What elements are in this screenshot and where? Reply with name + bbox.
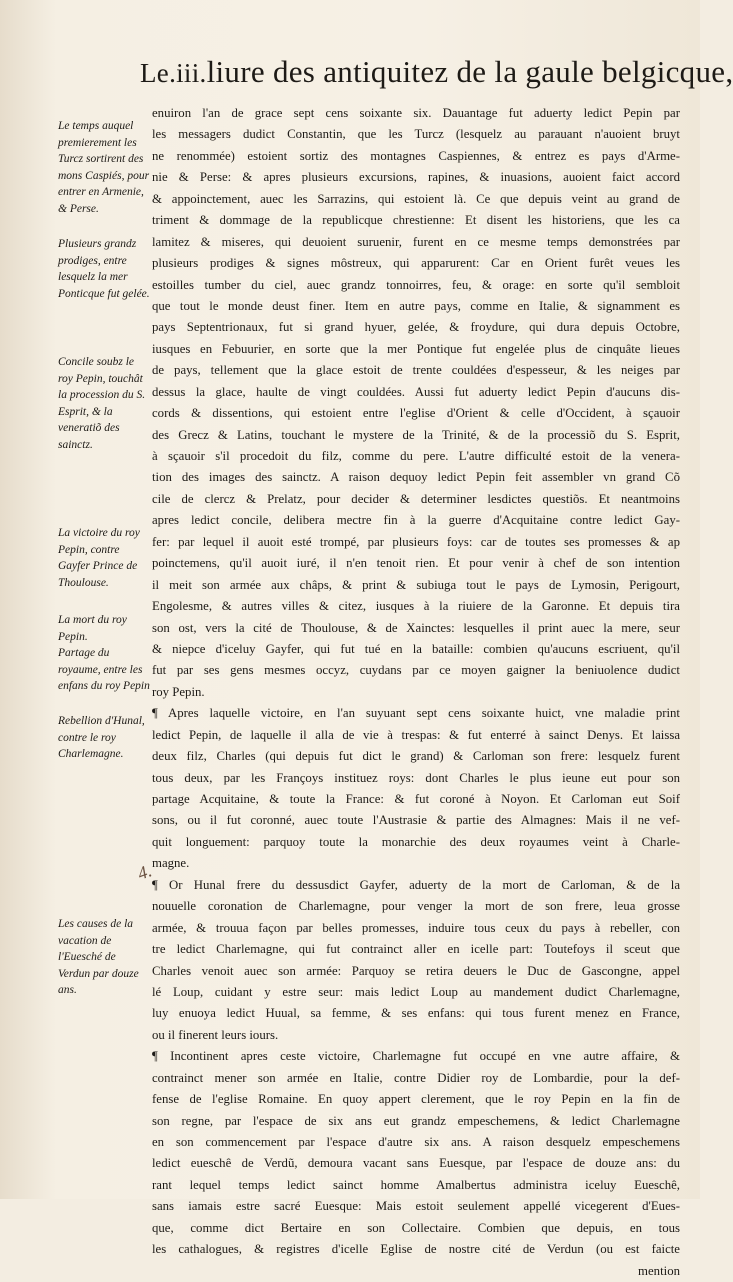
text-line: magne. (152, 856, 190, 871)
body-text (152, 103, 680, 1278)
text-line: fer: par lequel il auoit esté trompé, par plusieurs foys: car de toutes ses promesses & ap (152, 534, 680, 549)
text-line: ledict eueschê de Verdũ, demoura vacant sans Euesque, par l'espace de douze ans: du (152, 1156, 680, 1171)
text-line: apres ledict concile, delibera mectre fin à la guerre d'Acquitaine contre ledict Gay- (152, 513, 680, 528)
margin-note: Concile soubz le roy Pepin, touchât la procession du S. Esprit, & la veneratiõ des sainctz. (58, 356, 146, 451)
margin-note: Les causes de la vacation de l'Euesché de Verdun par douze ans. (58, 918, 139, 996)
margin-note: Partage du royaume, entre les enfans du roy Pepin (58, 647, 150, 692)
text-line: sans iamais estre sacré Euesque: Mais estoit seulement appellé vicegerent d'Eues- (152, 1199, 680, 1214)
text-line: luy enuoya ledict Huual, sa femme, & ses enfans: qui tous furent menez en France, (152, 1006, 680, 1021)
text-line: que, comme dict Bertaire en son Collectaire. Combien que depuis, en tous (152, 1220, 680, 1235)
text-line: de pays, tellement que la glace estoit de trente couldées d'espesseur, & les neiges par (152, 363, 680, 378)
text-line: lamitez & miseres, qui deuoient suruenir, furent en ce mesme temps demonstrées par (152, 234, 680, 249)
text-line: ou il finerent leurs iours. (152, 1027, 279, 1042)
text-line: dessus la glace, haulte de vingt couldées. Aussi fut aduerty ledict Pepin d'aucuns dis- (152, 384, 680, 399)
running-header (140, 52, 733, 92)
text-line: cile de clercz & Prelatz, pour decider & determiner lesdictes questiõs. Et neantmoins (152, 491, 680, 506)
text-line: il meit son armée aux châps, & print & subiuga tout le pays de Lymosin, Perigourt, (152, 577, 680, 592)
text-line: & appoinctement, auec les Sarrazins, qui estoient là. Ce que depuis veint au grand de (152, 191, 680, 206)
text-line: enuiron l'an de grace sept cens soixante six. Dauantage fut aduerty ledict Pepin par (152, 106, 680, 120)
text-line: son regne, par l'espace de six ans eut grandz empeschemens, & ledict Charlemagne (152, 1113, 680, 1128)
text-line: que tout le monde deust finer. Item en autre pays, comme en Italie, & signamment es (152, 298, 680, 313)
margin-note: Le temps auquel premierement les Turcz sortirent des mons Caspiés, pour entrer en Armenie, & Perse. (58, 120, 150, 215)
header-folio: Le.iii. (140, 58, 207, 88)
text-line: ledict Pepin, de laquelle il alla de vie à trespas: & fut enterré à sainct Denys. Et laissa (152, 727, 680, 742)
text-line: à sçauoir s'il procedoit du filz, comme du pere. L'autre difficulté estoit de la venera- (152, 449, 680, 463)
text-line: tion des images des sainctz. A raison dequoy ledict Pepin feit assembler vn grand Cõ (152, 470, 680, 485)
text-line: sons, ou il fut coronné, auec toute l'Austrasie & partie des Almagnes: Mais il ne vef- (152, 813, 680, 828)
text-line: triment & dommage de la republicque chrestienne: Et disent les historiens, que les ca (152, 213, 680, 228)
text-line: fut par ses gens mesmes occyz, cuydans par ce moyen gaigner la beniuolence dudict (152, 663, 680, 678)
margin-note: La mort du roy Pepin. (58, 614, 127, 643)
text-line: cords & dissentions, qui estoient entre l'eglise d'Orient & celle d'Occident, à sçauoir (152, 406, 680, 421)
text-line: son ost, vers la cité de Thoulouse, & de Xainctes: lesquelles il print auec la mere, seur (152, 620, 680, 635)
text-line: armée, & trouua façon par belles promesses, induire tous ceux du pays à rebeller, con (152, 920, 680, 935)
text-line: Engolesme, & autres villes & citez, iusques à la riuiere de la Garonne. Et depuis tira (152, 599, 680, 614)
text-line: ne renommée) estoient sortiz des montagnes Caspiennes, & entrez es pays d'Arme- (152, 148, 680, 163)
text-line: poinctemens, qu'il auoit iuré, il n'en tenoit rien. Et pour venir à chef de son intention (152, 556, 680, 571)
text-line: tous deux, par les Françoys instituez roys: dont Charles le plus ieune eut pour son (152, 770, 680, 785)
text-line: ¶ Incontinent apres ceste victoire, Charlemagne fut occupé en vne autre affaire, & (152, 1049, 680, 1064)
text-line: Charles venoit auec son armée: Parquoy se retira deuers le Duc de Gascongne, appel (152, 963, 680, 978)
margin-note: La victoire du roy Pepin, contre Gayfer Prince de Thoulouse. (58, 527, 140, 589)
text-line: iusques en Febuurier, en sorte que la mer Pontique fut engelée plus de cinquâte lieues (152, 341, 680, 356)
text-line: les cathalogues, & registres d'icelle Eglise de nostre cité de Verdun (ou est faicte (152, 1242, 680, 1257)
margin-note: Plusieurs grandz prodiges, entre lesquelz la mer Ponticque fut gelée. (58, 238, 150, 300)
header-title: liure des antiquitez de la gaule belgicque, (206, 54, 733, 89)
text-line: tre ledict Charlemagne, qui fut contrainct aller en icelle part: Toutefoys il sceut que (152, 942, 680, 957)
text-line: nie & Perse: & apres plusieurs excursions, rapines, & inuasions, auoient faict accord (152, 170, 680, 185)
text-line: deux filz, Charles (qui depuis fut dict le grand) & Carloman son frere: lesquelz furent (152, 749, 680, 764)
margin-note: Rebellion d'Hunal, contre le roy Charlemagne. (58, 715, 145, 760)
handwritten-mark: 4. (134, 860, 155, 884)
text-line: partage Acquitaine, & toute la France: & fut coroné à Noyon. Et Carloman eut Soif (152, 792, 680, 806)
text-line: mention (638, 1263, 680, 1278)
text-line: contrainct mener son armée en Italie, contre Didier roy de Lombardie, pour la def- (152, 1070, 680, 1085)
text-line: roy Pepin. (152, 684, 205, 699)
text-line: estoilles tumber du ciel, auec grandz tonnoirres, feu, & orage: en sorte qu'il sembloit (152, 277, 680, 292)
text-line: pays Septentrionaux, fut si grand hyuer, gelée, & froydure, qui dura depuis Octobre, (152, 320, 680, 335)
text-line: les messagers dudict Constantin, que les Turcz (lesquelz au parauant n'auoient bruyt (152, 127, 680, 142)
text-line: en son commencement par l'espace d'autre six ans. A raison desquelz empeschemens (152, 1135, 680, 1149)
text-line: & niepce d'iceluy Gayfer, qui fut tué en la bataille: combien qu'aucuns escriuent, qu'il (152, 641, 680, 656)
text-line: fense de l'eglise Romaine. En quoy appert clerement, que le roy Pepin en la fin de (152, 1092, 680, 1107)
text-line: des Grecz & Latins, touchant le mystere de la Trinité, & de la processiõ du S. Esprit, (152, 427, 680, 442)
text-line: lé Loup, cuidant y estre seur: mais ledict Loup au mandement dudict Charlemagne, (152, 984, 680, 999)
text-line: nouuelle coronation de Charlemagne, pour venger la mort de son frere, leua grosse (152, 899, 680, 914)
text-line: quit longuement: parquoy toute la monarchie des deux royaumes veint à Charle- (152, 834, 680, 849)
text-line: plusieurs prodiges & signes môstreux, qui apparurent: Car en Orient furêt veues les (152, 256, 680, 271)
text-line: ¶ Or Hunal frere du dessusdict Gayfer, aduerty de la mort de Carloman, & de la (152, 877, 680, 892)
text-line: rant lequel temps ledict sainct homme Amalbertus administra iceluy Eueschê, (152, 1177, 680, 1192)
text-line: ¶ Apres laquelle victoire, en l'an suyuant sept cens soixante huict, vne maladie print (152, 706, 680, 721)
